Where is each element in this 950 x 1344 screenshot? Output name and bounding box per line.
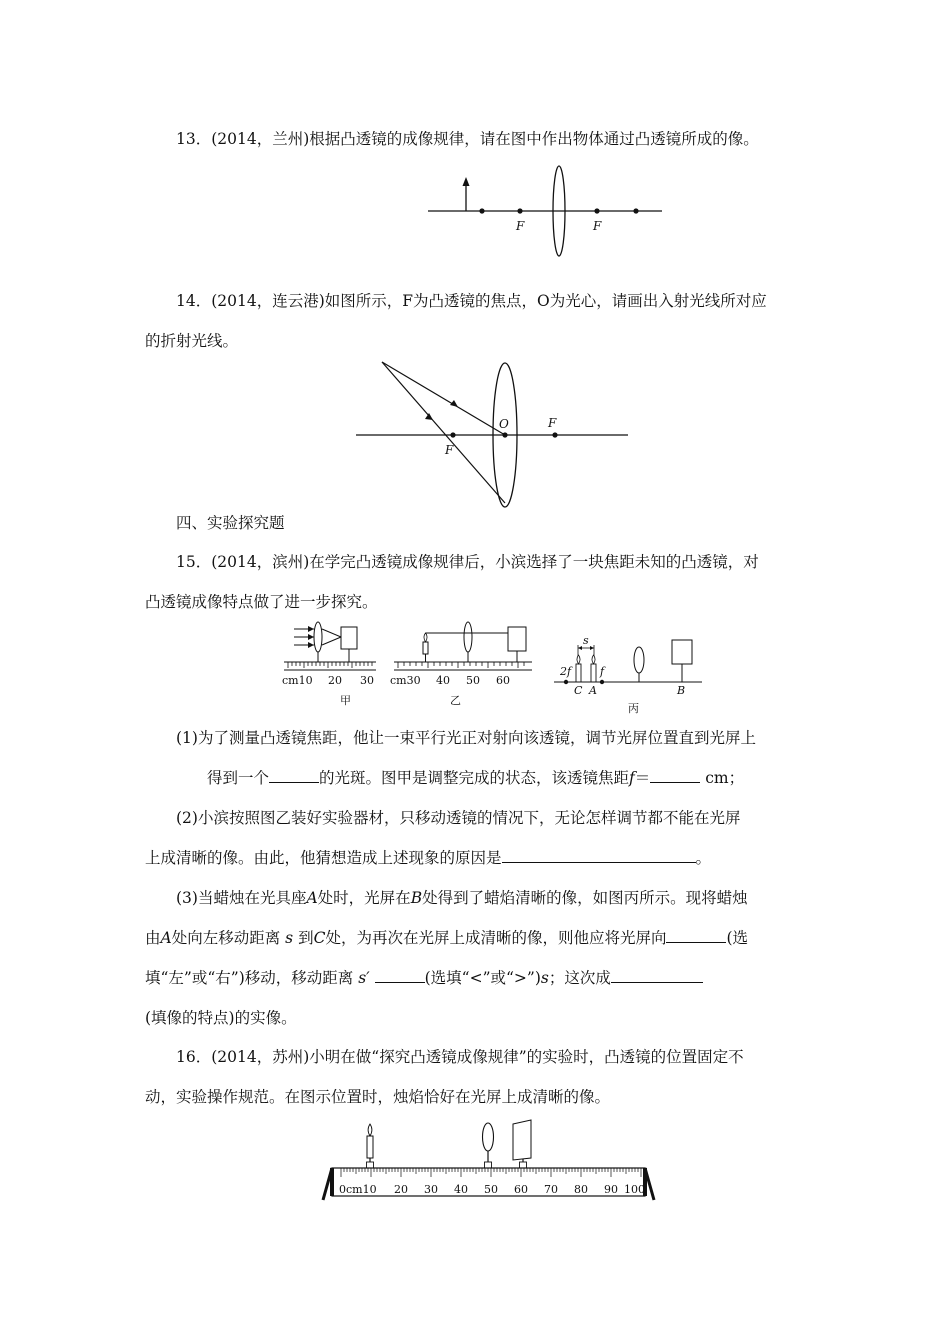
p3-blank-direction[interactable]: [666, 928, 726, 943]
q15-line2: 凸透镜成像特点做了进一步探究。: [145, 593, 378, 611]
p2-text-a: 上成清晰的像。由此，他猜想造成上述现象的原因是: [145, 849, 502, 867]
p3-l3-a: 填“左”或“右”)移动，移动距离: [145, 969, 354, 987]
jia-tick-1: cm10: [282, 674, 313, 687]
p3-l2-h: (选: [726, 929, 749, 947]
p3-l2-d: s: [285, 929, 294, 947]
ruler-label-40: 40: [454, 1183, 468, 1196]
p1-blank-spot[interactable]: [269, 768, 319, 783]
ruler-label-60: 60: [514, 1183, 528, 1196]
q15-line1: 15．(2014，滨州)在学完凸透镜成像规律后，小滨选择了一块焦距未知的凸透镜，对: [176, 553, 759, 571]
bing-s-label: s: [583, 634, 589, 647]
p1-text-b: 的光斑。图甲是调整完成的状态，该透镜焦距: [319, 769, 630, 787]
ruler-label-90: 90: [604, 1183, 618, 1196]
p3-l1-c: 处时，光屏在: [317, 889, 411, 907]
p3-l1-b: A: [306, 889, 318, 907]
yi-tick-4: 60: [496, 674, 510, 687]
p3-l3-d: s: [540, 969, 549, 987]
q15-p1-line1: (1)为了测量凸透镜焦距，他让一束平行光正对射向该透镜，调节光屏位置直到光屏上: [176, 729, 756, 747]
ruler-label-20: 20: [394, 1183, 408, 1196]
q15-p2-line1: (2)小滨按照图乙装好实验器材，只移动透镜的情况下，无论怎样调节都不能在光屏: [176, 809, 741, 827]
q14-line2: 的折射光线。: [145, 332, 239, 350]
section-title: 四、实验探究题: [176, 514, 285, 532]
p3-l2-g: 处，为再次在光屏上成清晰的像，则他应将光屏向: [325, 929, 667, 947]
p3-blank-compare[interactable]: [375, 968, 425, 983]
p1-blank-focal[interactable]: [650, 768, 700, 783]
p1-text-f: f: [629, 769, 635, 787]
q14-o-label: O: [499, 417, 509, 431]
q13-text: 13．(2014，兰州)根据凸透镜的成像规律，请在图中作出物体通过凸透镜所成的像。: [176, 130, 759, 148]
yi-tick-3: 50: [466, 674, 480, 687]
bing-2f-label: 2f: [560, 665, 572, 678]
p3-blank-image[interactable]: [611, 968, 703, 983]
q13-f-left: F: [516, 219, 525, 233]
p3-l2-c: 处向左移动距离: [171, 929, 281, 947]
p3-l2-a: 由: [145, 929, 161, 947]
jia-tick-2: 20: [328, 674, 342, 687]
ruler-label-100: 100: [624, 1183, 645, 1196]
q15-figure-jia: [278, 620, 378, 715]
p3-l1-d: B: [410, 889, 423, 907]
p1-text-eq: ＝: [634, 769, 651, 787]
ruler-label-30: 30: [424, 1183, 438, 1196]
p3-l1-e: 处得到了蜡焰清晰的像，如图丙所示。现将蜡烛: [422, 889, 748, 907]
p3-l1-a: (3)当蜡烛在光具座: [176, 889, 307, 907]
yi-tick-2: 40: [436, 674, 450, 687]
q14-f-right: F: [548, 416, 557, 430]
q15-p3-line4: (填像的特点)的实像。: [145, 1009, 297, 1027]
ruler-label-0: 0cm10: [339, 1183, 377, 1196]
bing-b-label: B: [677, 684, 686, 697]
jia-tick-3: 30: [360, 674, 374, 687]
q15-p3-line1: [176, 887, 748, 909]
q13-f-right: F: [593, 219, 602, 233]
q13-figure: [420, 160, 670, 265]
q16-line1: 16．(2014，苏州)小明在做“探究凸透镜成像规律”的实验时，凸透镜的位置固定不: [176, 1048, 744, 1066]
q16-optical-bench: [315, 1120, 660, 1210]
p3-l3-b: s′: [358, 969, 370, 987]
yi-caption: 乙: [450, 694, 461, 707]
q15-figure-bing: [548, 620, 708, 715]
p2-text-b: 。: [695, 849, 712, 867]
bing-f-label: f: [600, 665, 605, 678]
yi-tick-1: cm30: [390, 674, 421, 687]
p3-l2-e: 到: [298, 929, 314, 947]
ruler-label-80: 80: [574, 1183, 588, 1196]
q15-p2-line2: [145, 847, 711, 869]
q15-figure-yi: [388, 620, 538, 715]
bing-c-label: C: [574, 684, 583, 697]
q14-f-left: F: [445, 443, 454, 457]
p1-text-a: 得到一个: [207, 769, 270, 787]
q14-line1: 14．(2014，连云港)如图所示，F为凸透镜的焦点，O为光心，请画出入射光线所对应: [176, 292, 767, 310]
ruler-label-70: 70: [544, 1183, 558, 1196]
bing-caption: 丙: [628, 702, 639, 715]
ruler-label-50: 50: [484, 1183, 498, 1196]
q15-p3-line2: [145, 927, 748, 949]
q16-line2: 动，实验操作规范。在图示位置时，烛焰恰好在光屏上成清晰的像。: [145, 1088, 611, 1106]
jia-caption: 甲: [340, 694, 351, 707]
p3-l2-b: A: [160, 929, 172, 947]
q14-figure: [350, 355, 635, 515]
q15-p3-line3: [145, 967, 703, 989]
p3-l3-e: ；这次成: [548, 969, 611, 987]
p1-text-cm: cm；: [705, 769, 745, 787]
q15-p1-line2: [207, 767, 744, 789]
p3-l3-c: (选填“<”或“>”): [424, 969, 541, 987]
bing-a-label: A: [589, 684, 597, 697]
p3-l2-f: C: [313, 929, 326, 947]
p2-blank-reason[interactable]: [502, 848, 696, 863]
